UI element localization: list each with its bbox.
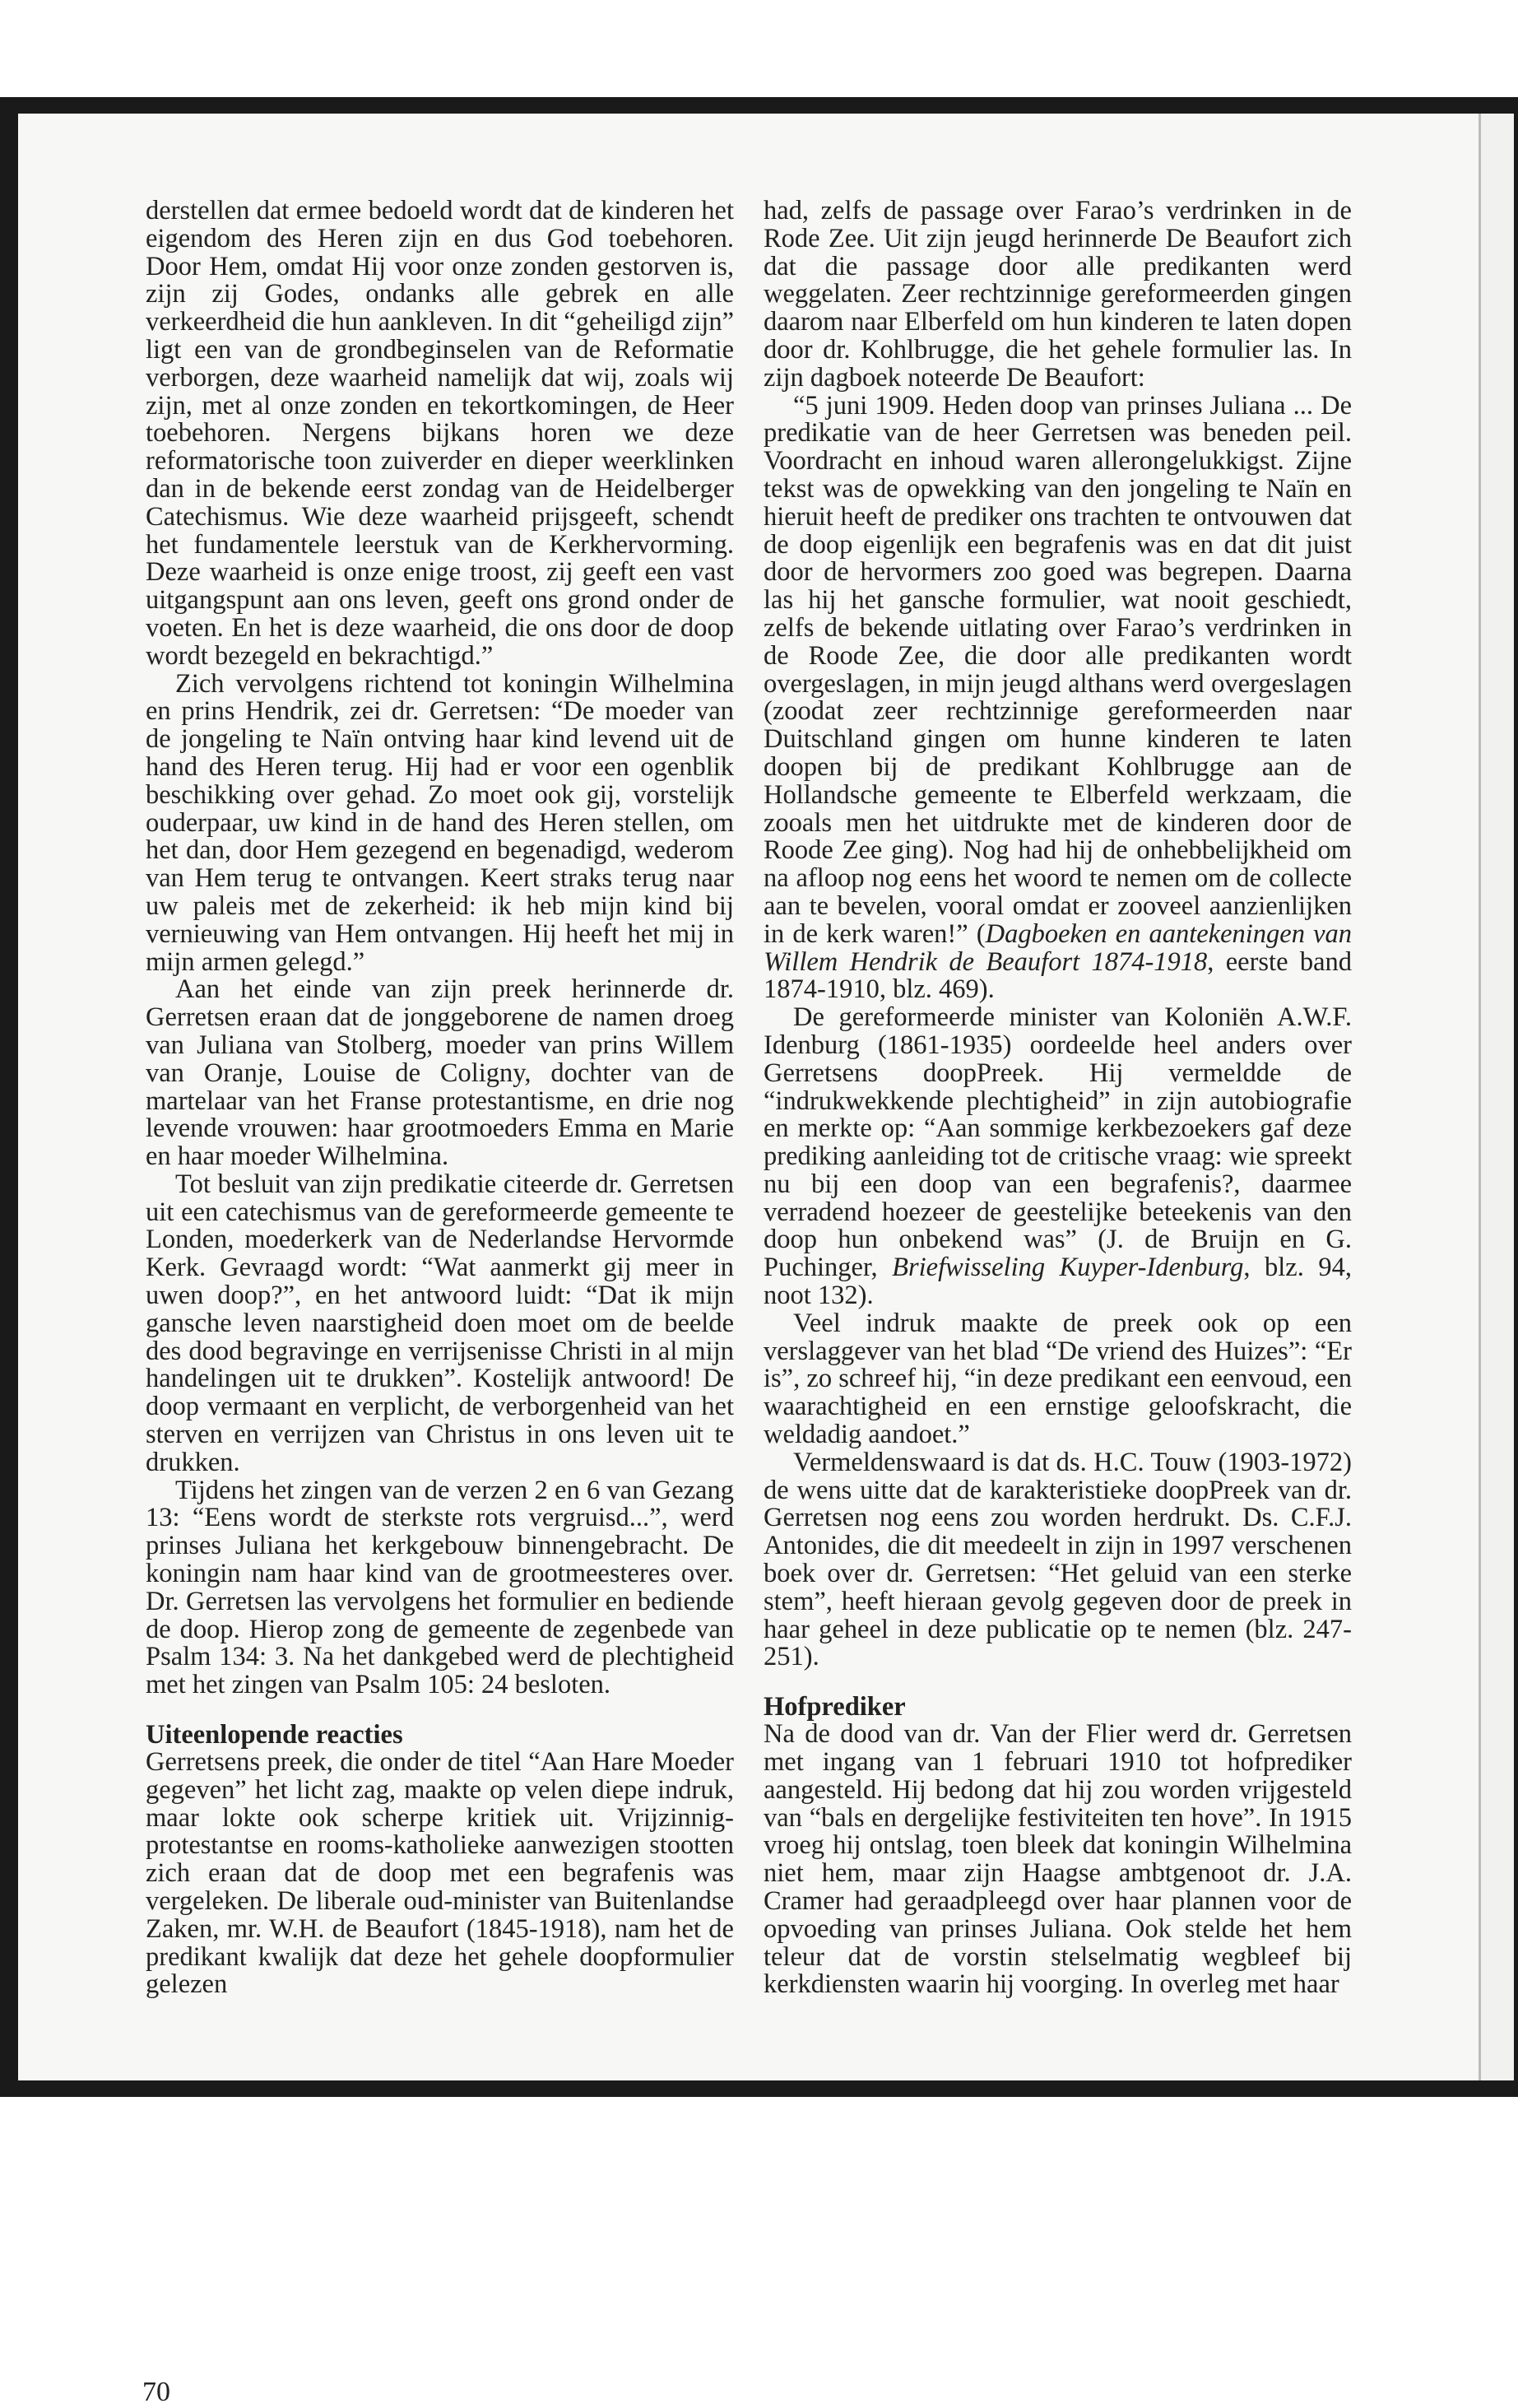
paragraph	[764, 1004, 1352, 1310]
source-rest: , blz. 94, noot 132).	[764, 1253, 1352, 1311]
paragraph: derstellen dat ermee bedoeld wordt dat de kinderen het eigendom des Heren zijn en dus God toebehoren. Door Hem, omdat Hij voor onze zonden gestorven is, zijn zij Godes, ondanks alle gebrek en alle verkeerdheid die hun aankleven. In dit “geheiligd zijn” ligt een van de grondbeginselen van de Reformatie verborgen, deze waarheid namelijk dat wij, zoals wij zijn, met al onze zonden en tekortkomingen, de Heer toebehoren. Nergens bijkans horen we deze reformatorische toon zuiverder en dieper weerklinken dan in de bekende eerst zondag van de Heidelberger Catechismus. Wie deze waarheid prijsgeeft, schendt het fundamentele leerstuk van de Kerkhervorming. Deze waarheid is onze enige troost, zij geeft een vast uitgangspunt aan ons leven, geeft ons grond onder de voeten. En het is deze waarheid, die ons door de doop wordt bezegeld en bekrachtigd.”	[146, 196, 734, 671]
paragraph: Na de dood van dr. Van der Flier werd dr. Gerretsen met ingang van 1 februari 1910 tot hofprediker aangesteld. Hij bedong dat hij zou worden vrijgesteld van “bals en dergelijke festiviteiten ten hove”. In 1915 vroeg hij ontslag, toen bleek dat koningin Wilhelmina niet hem, maar zijn Haagse ambtgenoot dr. J.A. Cramer had geraadpleegd over haar plannen voor de opvoeding van prinses Juliana. Ook stelde het hem teleur dat de vorstin stelselmatig wegbleef bij kerkdiensten waarin hij voorging. In overleg met haar	[764, 1719, 1352, 2000]
right-column	[764, 198, 1352, 1999]
source-title: Dagboeken en aantekeningen van Willem Hendrik de Beaufort 1874-1918	[764, 918, 1353, 977]
paragraph: Tijdens het zingen van de verzen 2 en 6 van Gezang 13: “Eens wordt de sterkste rots vergruisd...”, werd prinses Juliana het kerkgebouw binnengebracht. De koningin nam haar kind van de grootmeesteres over. Dr. Gerretsen las vervolgens het formulier en bediende de doop. Hierop zong de gemeente de zegenbede van Psalm 134: 3. Na het dankgebed werd de plechtigheid met het zingen van Psalm 105: 24 besloten.	[146, 1475, 734, 1700]
source-title: Briefwisseling Kuyper-Idenburg	[892, 1253, 1244, 1283]
source-rest: , eerste band 1874-1910, blz. 469).	[764, 946, 1352, 1005]
paragraph: Aan het einde van zijn preek herinnerde dr. Gerretsen eraan dat de jonggeborene de namen droeg van Juliana van Stolberg, moeder van prins Willem van Oranje, Louise de Coligny, dochter van de martelaar van het Franse protestantisme, en drie nog levende vrouwen: haar grootmoeders Emma en Marie en haar moeder Wilhelmina.	[146, 974, 734, 1172]
source-open: (	[976, 918, 986, 949]
left-column	[146, 198, 734, 1999]
quote-text: “5 juni 1909. Heden doop van prinses Juliana ... De predikatie van de heer Gerretsen was beneden peil. Voordracht en inhoud waren allerongelukkigst. Zijne tekst was de opwekking van den jongeling te Naïn en hieruit heeft de prediker ons trachten te ontvouwen dat de doop eigenlijk een begrafenis was en dat dit juist door de hervormers zoo goed was begrepen. Daarna las hij het gansche formulier, wat nooit geschiedt, zelfs de bekende uitlating over Farao’s verdrinken in de Roode Zee, die door alle predikanten wordt overgeslagen, in mijn jeugd althans werd overgeslagen (zoodat zeer rechtzinnige gereformeerden naar Duitschland gingen om hunne kinderen te laten doopen bij de predikant Kohlbrugge aan de Hollandsche gemeente te Elberfeld werkzaam, die zooals men het uitdrukte met de kinderen door de Roode Zee ging). Nog had hij de onhebbelijkheid om na afloop nog eens het woord te nemen om de collecte aan te bevelen, vooral omdat er zooveel aanzienlijken in de kerk waren!”	[764, 390, 1352, 949]
paragraph: Gerretsens preek, die onder de titel “Aan Hare Moeder gegeven” het licht zag, maakte op velen diepe indruk, maar lokte ook scherpe kritiek uit. Vrijzinnig-protestantse en rooms-katholieke aanwezigen stootten zich eraan dat de doop met een begrafenis was vergeleken. De liberale oud-minister van Buitenlandse Zaken, mr. W.H. de Beaufort (1845-1918), nam het de predikant kwalijk dat deze het gehele doopformulier gelezen	[146, 1747, 734, 2000]
page-edge	[1479, 114, 1514, 2080]
paragraph: Tot besluit van zijn predikatie citeerde dr. Gerretsen uit een catechismus van de gereformeerde gemeente te Londen, moederkerk van de Nederlandse Hervormde Kerk. Gevraagd wordt: “Wat aanmerkt gij meer in uwen doop?”, en het antwoord luidt: “Dat ik mijn gansche leven naarstigheid doen moet om de beelde des dood begravinge en verrijsenisse Christi in al mijn handelingen uit te drukken”. Kostelijk antwoord! De doop vermaant en verplicht, de verborgenheid van het sterven en verrijzen van Christus in ons leven uit te drukken.	[146, 1169, 734, 1477]
paragraph-text: De gereformeerde minister van Koloniën A.W.F. Idenburg (1861-1935) oordeelde heel anders over Gerretsens doopPreek. Hij vermeldde de “indrukwekkende plechtigheid” in zijn autobiografie en merkte op: “Aan sommige kerkbezoekers gaf deze prediking aanleiding tot de critische vraag: wie spreekt nu bij een doop van een begrafenis?, daarmee verradend hoezeer de geestelijke beteekenis van den doop hun onbekend was” (J. de Bruijn en G. Puchinger,	[764, 1002, 1352, 1283]
paragraph: Veel indruk maakte de preek ook op een verslaggever van het blad “De vriend des Huizes”: “Er is”, zo schreef hij, “in deze predikant een eenvoud, een waarachtigheid en een ernstige geloofskracht, die weldadig aandoet.”	[764, 1308, 1352, 1450]
section-heading-reacties: Uiteenlopende reacties	[146, 1720, 403, 1750]
diary-quote	[764, 390, 1353, 1005]
page-number: 70	[142, 2377, 170, 2407]
paragraph: Vermeldenswaard is dat ds. H.C. Touw (1903-1972) de wens uitte dat de karakteristieke doopPreek van dr. Gerretsen nog eens zou worden herdrukt. Ds. C.F.J. Antonides, die dit meedeelt in zijn in 1997 verschenen boek over dr. Gerretsen: “Het geluid van een sterke stem”, heeft hieraan gevolg gegeven door de preek in haar geheel in deze publicatie op te nemen (blz. 247-251).	[764, 1447, 1352, 1672]
section-heading-hofprediker: Hofprediker	[764, 1692, 906, 1722]
paragraph: had, zelfs de passage over Farao’s verdrinken in de Rode Zee. Uit zijn jeugd herinnerde De Beaufort zich dat die passage door alle predikanten werd weggelaten. Zeer rechtzinnige gereformeerden gingen daarom naar Elberfeld om hun kinderen te laten dopen door dr. Kohlbrugge, die het gehele formulier las. In zijn dagboek noteerde De Beaufort:	[764, 196, 1352, 393]
paragraph: Zich vervolgens richtend tot koningin Wilhelmina en prins Hendrik, zei dr. Gerretsen: “De moeder van de jongeling te Naïn ontving haar kind levend uit de hand des Heren terug. Hij had er voor een ogenblik beschikking over gehad. Zo moet ook gij, vorstelijk ouderpaar, uw kind in de hand des Heren stellen, om het dan, door Hem gezegend en begenadigd, wederom van Hem terug te ontvangen. Keert straks terug naar uw paleis met de zekerheid: ik heb mijn kind bij vernieuwing van Hem ontvangen. Hij heeft het mij in mijn armen gelegd.”	[146, 668, 734, 977]
